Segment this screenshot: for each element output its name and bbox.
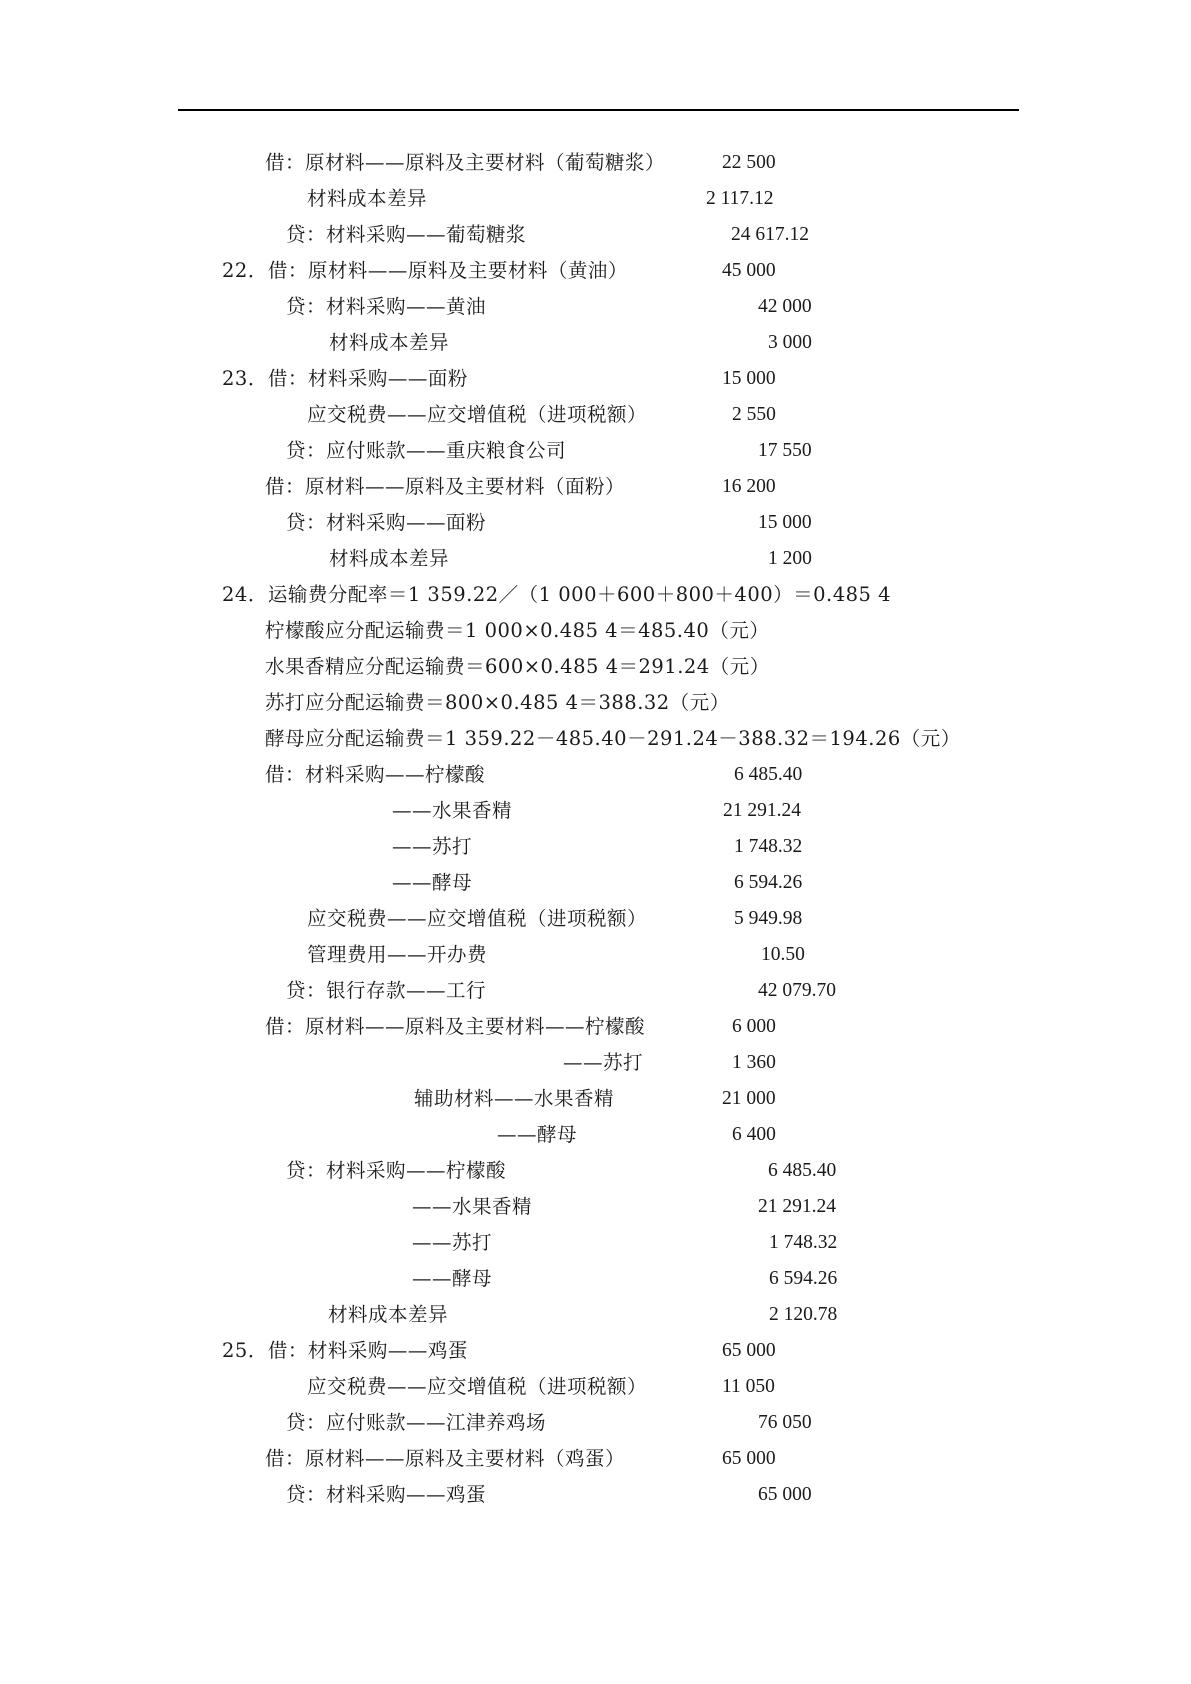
entry-amount: 6 400 [732,1124,776,1145]
entry-line: 借：原材料——原料及主要材料（鸡蛋） [265,1447,626,1470]
entry-line: 贷：材料采购——柠檬酸 [286,1159,507,1182]
entry-amount: 6 594.26 [734,872,803,893]
entry-line: 材料成本差异 [329,331,450,354]
entry-amount: 6 000 [732,1016,776,1037]
entry-line: 23．借：材料采购——面粉 [222,367,468,390]
entry-line: ——水果香精 [412,1195,533,1218]
entry-line: 25．借：材料采购——鸡蛋 [222,1339,468,1362]
entry-line: 材料成本差异 [328,1303,449,1326]
entry-amount: 65 000 [758,1484,812,1505]
entry-line: 22．借：原材料——原料及主要材料（黄油） [222,259,628,282]
header-rule [178,109,1019,111]
entry-amount: 15 000 [758,512,812,533]
entry-amount: 65 000 [722,1448,776,1469]
entry-amount: 2 550 [732,404,776,425]
entry-line: 贷：应付账款——江津养鸡场 [286,1411,547,1434]
entry-line: ——酵母 [412,1267,493,1290]
entry-line: ——水果香精 [392,799,513,822]
entry-line: 24．运输费分配率＝1 359.22／（1 000＋600＋800＋400）＝0.485 4 [222,583,892,606]
entry-amount: 6 594.26 [769,1268,838,1289]
entry-amount: 22 500 [722,152,776,173]
entry-amount: 3 000 [768,332,812,353]
entry-amount: 6 485.40 [734,764,803,785]
entry-amount: 45 000 [722,260,776,281]
entry-line: ——苏打 [412,1231,493,1254]
entry-line: ——苏打 [392,835,473,858]
entry-amount: 1 748.32 [734,836,803,857]
entry-line: 柠檬酸应分配运输费＝1 000×0.485 4＝485.40（元） [265,619,770,642]
entry-line: 贷：材料采购——面粉 [286,511,487,534]
entry-line: 材料成本差异 [307,187,428,210]
entry-line: 贷：材料采购——黄油 [286,295,487,318]
entry-line: 借：材料采购——柠檬酸 [265,763,486,786]
entry-line: 酵母应分配运输费＝1 359.22－485.40－291.24－388.32＝194.26（元） [265,727,961,750]
entry-amount: 76 050 [758,1412,812,1433]
entry-amount: 1 360 [732,1052,776,1073]
entry-line: 应交税费——应交增值税（进项税额） [307,403,648,426]
entry-line: 借：原材料——原料及主要材料——柠檬酸 [265,1015,646,1038]
entry-amount: 2 117.12 [706,188,774,209]
entry-line: ——苏打 [563,1051,644,1074]
entry-line: 贷：材料采购——葡萄糖浆 [286,223,527,246]
entry-amount: 11 050 [722,1376,775,1397]
entry-amount: 1 748.32 [769,1232,838,1253]
entry-line: 水果香精应分配运输费＝600×0.485 4＝291.24（元） [265,655,770,678]
entry-line: ——酵母 [497,1123,578,1146]
entry-amount: 15 000 [722,368,776,389]
entry-line: 贷：应付账款——重庆粮食公司 [286,439,567,462]
entry-amount: 10.50 [761,944,805,965]
entry-amount: 65 000 [722,1340,776,1361]
entry-amount: 21 291.24 [723,800,801,821]
entry-amount: 21 291.24 [758,1196,836,1217]
entry-line: 贷：银行存款——工行 [286,979,487,1002]
entry-line: 借：原材料——原料及主要材料（面粉） [265,475,626,498]
entry-amount: 21 000 [722,1088,776,1109]
entry-amount: 42 079.70 [758,980,836,1001]
entry-amount: 5 949.98 [734,908,803,929]
entry-amount: 42 000 [758,296,812,317]
entry-amount: 6 485.40 [768,1160,837,1181]
entry-amount: 2 120.78 [769,1304,838,1325]
entry-line: 辅助材料——水果香精 [414,1087,615,1110]
entry-line: ——酵母 [392,871,473,894]
entry-line: 应交税费——应交增值税（进项税额） [307,907,648,930]
entry-line: 材料成本差异 [329,547,450,570]
entry-amount: 1 200 [768,548,812,569]
entry-line: 应交税费——应交增值税（进项税额） [307,1375,648,1398]
entry-amount: 17 550 [758,440,812,461]
entry-amount: 24 617.12 [731,224,809,245]
entry-line: 苏打应分配运输费＝800×0.485 4＝388.32（元） [265,691,730,714]
entry-line: 借：原材料——原料及主要材料（葡萄糖浆） [265,151,666,174]
entry-line: 管理费用——开办费 [307,943,488,966]
entry-line: 贷：材料采购——鸡蛋 [286,1483,487,1506]
entry-amount: 16 200 [722,476,776,497]
